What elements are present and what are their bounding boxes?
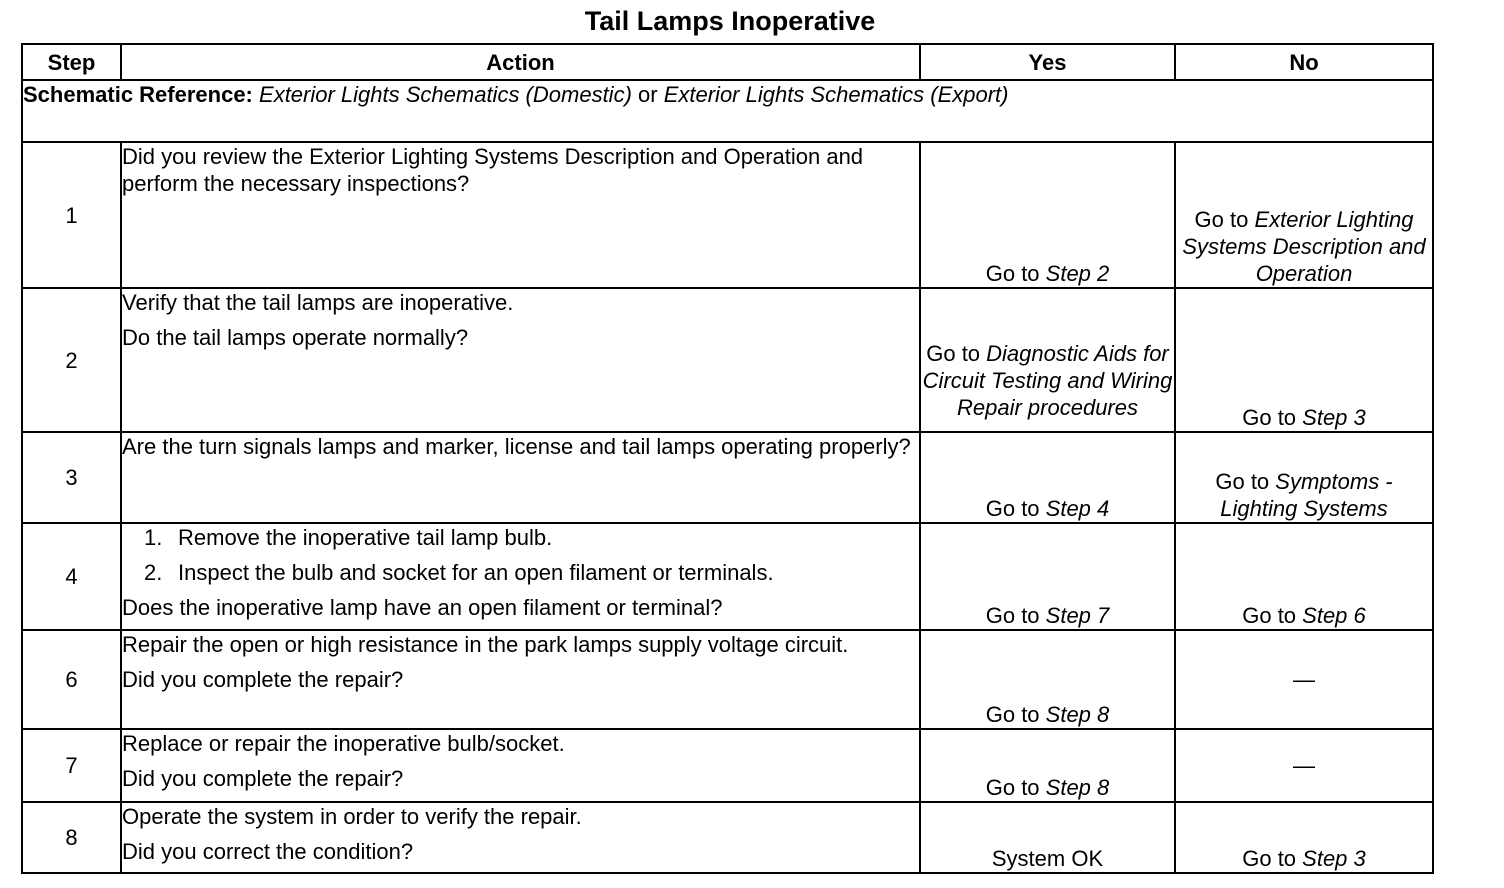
step-number: 1: [22, 142, 121, 288]
table-row: [22, 802, 1433, 873]
no-link[interactable]: Step 3: [1302, 846, 1366, 871]
yes-cell: [920, 802, 1175, 873]
action-list-item: [144, 524, 919, 551]
step-number: 4: [22, 523, 121, 630]
action-question: Did you complete the repair?: [122, 766, 404, 791]
schematic-reference-label: Schematic Reference:: [23, 82, 253, 107]
yes-cell: [920, 142, 1175, 288]
action-text: Did you review the Exterior Lighting Systems Description and Operation and perform the necessary inspections?: [122, 144, 864, 196]
yes-prefix: Go to: [985, 261, 1046, 286]
action-cell: [121, 729, 920, 802]
yes-link[interactable]: Step 8: [1045, 702, 1110, 727]
step-number: 7: [22, 729, 121, 802]
yes-link[interactable]: Step 4: [1045, 496, 1110, 521]
no-cell: [1175, 630, 1433, 729]
action-text: Repair the open or high resistance in the park lamps supply voltage circuit.: [122, 632, 849, 657]
no-cell: [1175, 729, 1433, 802]
action-text: Verify that the tail lamps are inoperative.: [122, 290, 514, 315]
yes-cell: [920, 432, 1175, 523]
no-prefix: Go to: [1242, 846, 1303, 871]
action-question: Do the tail lamps operate normally?: [122, 325, 469, 350]
action-question: Did you complete the repair?: [122, 667, 404, 692]
step-number: 3: [22, 432, 121, 523]
list-item-number: 2.: [144, 560, 163, 585]
yes-prefix: Go to: [985, 702, 1046, 727]
action-cell: [121, 802, 920, 873]
table-row: [22, 432, 1433, 523]
page-title: Tail Lamps Inoperative: [584, 6, 876, 36]
table-row: [22, 523, 1433, 630]
yes-link[interactable]: Step 7: [1045, 603, 1110, 628]
yes-prefix: Go to: [926, 341, 987, 366]
no-dash: —: [1293, 753, 1315, 778]
yes-link[interactable]: Diagnostic Aids for Circuit Testing and Wiring Repair procedures: [922, 341, 1173, 420]
no-link[interactable]: Exterior Lighting Systems Description and Operation: [1182, 207, 1426, 286]
table-row: [22, 142, 1433, 288]
no-link[interactable]: Symptoms - Lighting Systems: [1220, 469, 1393, 521]
schematic-link-domestic[interactable]: Exterior Lights Schematics (Domestic): [259, 82, 632, 107]
table-row: [22, 630, 1433, 729]
yes-prefix: Go to: [985, 496, 1046, 521]
no-dash: —: [1293, 667, 1315, 692]
no-prefix: Go to: [1242, 603, 1303, 628]
step-number: 8: [22, 802, 121, 873]
action-cell: [121, 288, 920, 432]
no-cell: [1175, 288, 1433, 432]
list-item-text: Remove the inoperative tail lamp bulb.: [178, 525, 553, 550]
column-header-step: Step: [22, 44, 121, 80]
no-cell: [1175, 432, 1433, 523]
action-text: Operate the system in order to verify the repair.: [122, 804, 582, 829]
action-question: Does the inoperative lamp have an open filament or terminal?: [122, 595, 723, 620]
list-item-number: 1.: [144, 525, 163, 550]
yes-cell: [920, 729, 1175, 802]
yes-prefix: Go to: [985, 775, 1046, 800]
no-cell: [1175, 523, 1433, 630]
no-prefix: Go to: [1215, 469, 1276, 494]
action-cell: [121, 523, 920, 630]
table-row: [22, 729, 1433, 802]
step-number: 6: [22, 630, 121, 729]
no-cell: [1175, 142, 1433, 288]
schematic-reference: [22, 80, 1433, 142]
schematic-conjunction: or: [631, 82, 664, 107]
action-question: Did you correct the condition?: [122, 839, 414, 864]
action-list-item: [144, 559, 919, 586]
action-text: Are the turn signals lamps and marker, license and tail lamps operating properly?: [122, 434, 911, 459]
action-text: Replace or repair the inoperative bulb/socket.: [122, 731, 565, 756]
no-prefix: Go to: [1194, 207, 1255, 232]
action-cell: [121, 432, 920, 523]
yes-result: System OK: [991, 846, 1104, 871]
yes-link[interactable]: Step 8: [1045, 775, 1110, 800]
table-row: [22, 288, 1433, 432]
action-cell: [121, 630, 920, 729]
yes-prefix: Go to: [985, 603, 1046, 628]
yes-cell: [920, 288, 1175, 432]
yes-link[interactable]: Step 2: [1045, 261, 1110, 286]
no-prefix: Go to: [1242, 405, 1303, 430]
schematic-link-export[interactable]: Exterior Lights Schematics (Export): [663, 82, 1009, 107]
list-item-text: Inspect the bulb and socket for an open filament or terminals.: [178, 560, 774, 585]
column-header-yes: Yes: [920, 44, 1175, 80]
column-header-action: Action: [121, 44, 920, 80]
action-cell: [121, 142, 920, 288]
no-cell: [1175, 802, 1433, 873]
yes-cell: [920, 523, 1175, 630]
no-link[interactable]: Step 3: [1302, 405, 1366, 430]
yes-cell: [920, 630, 1175, 729]
header-row: [22, 44, 1433, 80]
diagnostic-table: [21, 43, 1434, 874]
step-number: 2: [22, 288, 121, 432]
schematic-reference-row: [22, 80, 1433, 142]
no-link[interactable]: Step 6: [1302, 603, 1366, 628]
column-header-no: No: [1175, 44, 1433, 80]
